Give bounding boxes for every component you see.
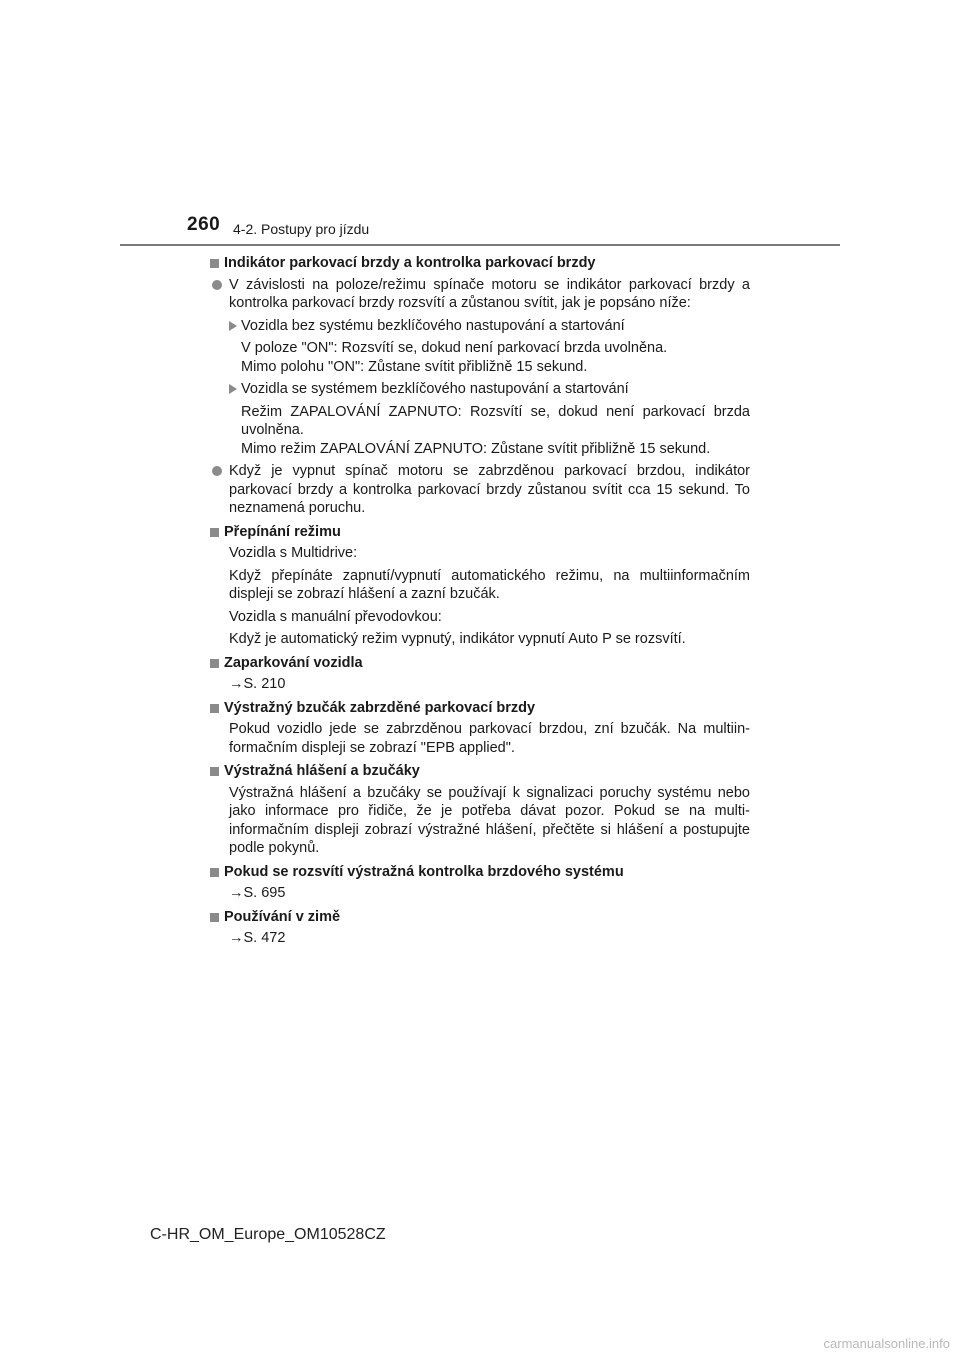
heading-parking-brake-buzzer: Výstražný bzučák zabrzděné parkovací brzdy: [210, 699, 750, 718]
square-bullet-icon: [210, 659, 219, 668]
heading-winter-use: Používání v zimě: [210, 908, 750, 927]
paragraph: Výstražná hlášení a bzučáky se používají k signalizaci poruchy systému nebo jako informace pro řidiče, že je potřeba dávat pozor. Pokud se na multiinformačním displeji zobrazí výstražné hlášení, přečtěte si hlášení a postupujte podle pokynů.: [229, 784, 750, 856]
watermark: carmanualsonline.info: [823, 1336, 950, 1351]
square-bullet-icon: [210, 528, 219, 537]
square-bullet-icon: [210, 259, 219, 268]
heading-parking-vehicle: Zaparkování vozidla: [210, 654, 750, 673]
heading-warning-messages: Výstražná hlášení a bzučáky: [210, 762, 750, 781]
square-bullet-icon: [210, 767, 219, 776]
paragraph: Vozidla s manuální převodovkou:: [229, 608, 442, 625]
square-bullet-icon: [210, 704, 219, 713]
page-content: [210, 254, 750, 953]
page-reference-link[interactable]: →S. 210: [229, 676, 286, 692]
paragraph: Režim ZAPALOVÁNÍ ZAPNUTO: Rozsvítí se, dokud není parkovací brzda uvolněna. Mimo režim ZAPALOVÁNÍ ZAPNUTO: Zůstane svítit přibližně 15 sekund.: [241, 403, 750, 457]
document-code: C-HR_OM_Europe_OM10528CZ: [150, 1226, 386, 1243]
sub-item-without-keyless: Vozidla bez systému bezklíčového nastupování a startování: [210, 317, 750, 336]
paragraph: Vozidla s Multidrive:: [229, 545, 358, 561]
paragraph: Když je automatický režim vypnutý, indikátor vypnutí Auto P se rozsvítí.: [229, 631, 686, 647]
heading-brake-warning-light: Pokud se rozsvítí výstražná kontrolka brzdového systému: [210, 863, 750, 882]
header-divider: [120, 244, 840, 246]
round-bullet-icon: [212, 280, 222, 290]
heading-parking-brake-indicator: Indikátor parkovací brzdy a kontrolka parkovací brzdy: [210, 254, 750, 273]
page-reference-link[interactable]: →S. 472: [229, 930, 286, 946]
page-number: 260: [187, 214, 221, 235]
page-reference-link[interactable]: →S. 695: [229, 885, 286, 901]
heading-mode-switching: Přepínání režimu: [210, 523, 750, 542]
round-bullet-icon: [212, 466, 222, 476]
square-bullet-icon: [210, 913, 219, 922]
paragraph: V poloze "ON": Rozsvítí se, dokud není parkovací brzda uvolněna. Mimo polohu "ON": Zůstane svítit přibližně 15 sekund.: [241, 340, 668, 375]
square-bullet-icon: [210, 868, 219, 877]
bullet-item: V závislosti na poloze/režimu spínače motoru se indikátor parkovací brzdy a kontrolka parkovací brzdy rozsvítí a zůstanou svítit, jak je popsáno níže:: [210, 276, 750, 313]
triangle-bullet-icon: [229, 384, 237, 394]
sub-item-with-keyless: Vozidla se systémem bezklíčového nastupování a startování: [210, 380, 750, 399]
section-title: 4-2. Postupy pro jízdu: [233, 221, 370, 237]
bullet-item: Když je vypnut spínač motoru se zabrzděnou parkovací brzdou, indikátor parkovací brzdy a kontrolka parkovací brzdy zůstanou svítit cca 15 sekund. To neznamená poruchu.: [210, 462, 750, 518]
triangle-bullet-icon: [229, 321, 237, 331]
paragraph: Pokud vozidlo jede se zabrzděnou parkovací brzdou, zní bzučák. Na multiinformačním displeji se zobrazí "EPB applied".: [229, 721, 750, 756]
paragraph: Když přepínáte zapnutí/vypnutí automatického režimu, na multiinformačním displeji se zobrazí hlášení a zazní bzučák.: [229, 567, 750, 602]
